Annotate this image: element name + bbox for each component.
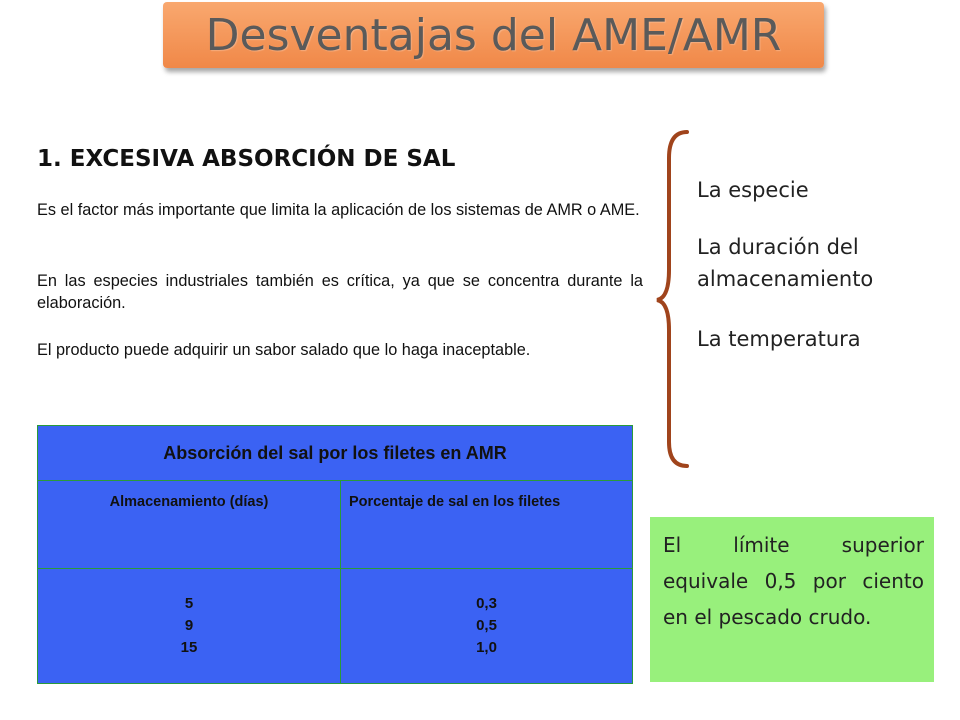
salt-percent-value: 1,0 xyxy=(476,639,497,656)
salt-absorption-table xyxy=(37,425,633,684)
table-header-row xyxy=(38,481,633,569)
note-text: El límite superior equivale 0,5 por ciento en el pescado crudo. xyxy=(663,533,924,629)
paragraph-2: En las especies industriales también es crítica, ya que se concentra durante la elaboración. xyxy=(37,272,643,312)
column-header-storage: Almacenamiento (días) xyxy=(38,481,341,569)
factor-species: La especie xyxy=(697,178,809,202)
salt-percent-value: 0,5 xyxy=(476,617,497,634)
salt-percent-cell xyxy=(341,569,633,684)
factor-storage-duration: La duración del almacenamiento xyxy=(697,235,874,291)
salt-percent-value: 0,3 xyxy=(476,595,497,612)
paragraph-1: Es el factor más importante que limita la aplicación de los sistemas de AMR o AME. xyxy=(37,201,640,219)
table-row xyxy=(38,569,633,684)
section-heading: 1. EXCESIVA ABSORCIÓN DE SAL xyxy=(37,146,456,172)
column-header-salt: Porcentaje de sal en los filetes xyxy=(341,481,633,569)
storage-days-value: 5 xyxy=(184,595,194,612)
storage-days-value: 15 xyxy=(180,639,198,656)
storage-days-value: 9 xyxy=(184,617,194,634)
slide-title: Desventajas del AME/AMR xyxy=(205,9,782,61)
factor-temperature: La temperatura xyxy=(697,327,861,351)
paragraph-3: El producto puede adquirir un sabor salado que lo haga inaceptable. xyxy=(37,341,531,359)
curly-brace-icon xyxy=(655,130,695,470)
storage-days-cell xyxy=(38,569,341,684)
table-title: Absorción del sal por los filetes en AMR xyxy=(38,426,633,481)
title-banner xyxy=(163,2,824,68)
